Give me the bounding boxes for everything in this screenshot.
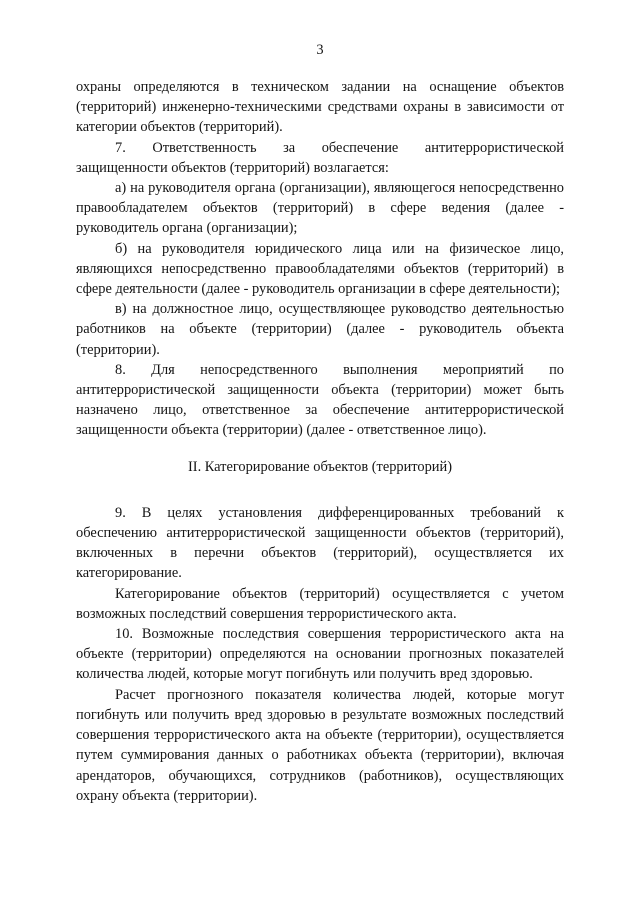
- paragraph-clause-9: 9. В целях установления дифференцированных требований к обеспечению антитеррористической защищенности объектов (территорий), включенных в перечни объектов (территорий), осуществляется их категорирование.: [76, 504, 564, 582]
- paragraph-continuation: охраны определяются в техническом задании на оснащение объектов (территорий) инженерно-техническими средствами охраны в зависимости от категории объектов (территорий).: [76, 79, 564, 136]
- paragraph-calculation: Расчет прогнозного показателя количества людей, которые могут погибнуть или получить вред здоровью в результате возможных последствий совершения террористического акта на объекте (территории), осуществляется путем суммирования данных о работниках объекта (территории), включая арендаторов, обучающихся, сотрудников (работников), осуществляющих охрану объекта (территории).: [76, 686, 564, 804]
- paragraph-clause-10: 10. Возможные последствия совершения террористического акта на объекте (территории) определяются на основании прогнозных показателей количества людей, которые могут погибнуть или получить вред здоровью.: [76, 626, 564, 683]
- paragraph-clause-7v: в) на должностное лицо, осуществляющее руководство деятельностью работников на объекте (территории) (далее - руководитель объекта (территории).: [76, 301, 564, 358]
- paragraph-clause-7b: б) на руководителя юридического лица или на физическое лицо, являющихся непосредственно правообладателями объектов (территорий) в сфере деятельности (далее - руководитель организации в сфере деятельности);: [76, 240, 564, 298]
- paragraph-categorization: Категорирование объектов (территорий) осуществляется с учетом возможных последствий совершения террористического акта.: [76, 585, 564, 622]
- document-body: [76, 77, 564, 806]
- page-number: 3: [316, 42, 324, 58]
- paragraph-clause-7a: а) на руководителя органа (организации), являющегося непосредственно правообладателем объектов (территорий) в сфере ведения (далее - руководитель органа (организации);: [76, 180, 564, 237]
- section-heading: II. Категорирование объектов (территорий): [187, 458, 452, 475]
- paragraph-clause-8: 8. Для непосредственного выполнения мероприятий по антитеррористической защищенности объекта (территории) может быть назначено лицо, ответственное за обеспечение антитеррористической защищенности объекта (территории) (далее - ответственное лицо).: [76, 361, 564, 439]
- paragraph-clause-7: 7. Ответственность за обеспечение антитеррористической защищенности объектов (территорий) возлагается:: [76, 139, 564, 176]
